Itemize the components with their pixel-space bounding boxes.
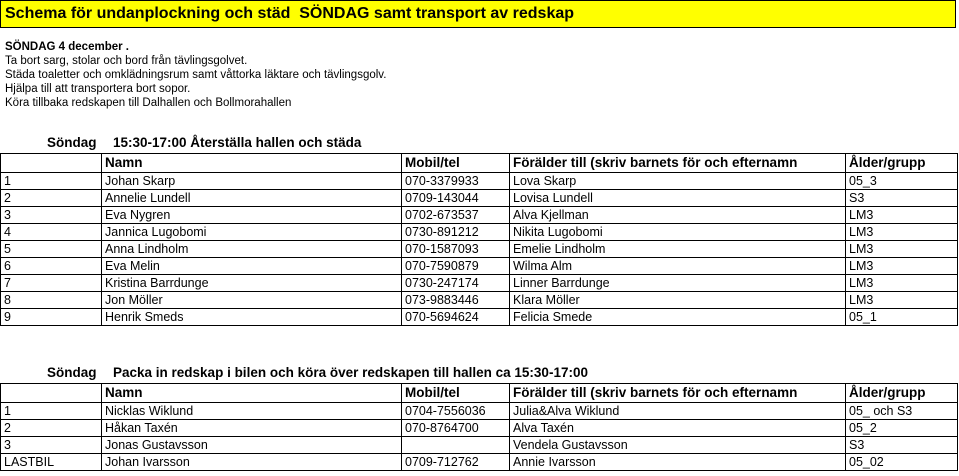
- cell-parent-of: Alva Taxén: [510, 420, 846, 437]
- table-row: [1, 454, 958, 471]
- cell-phone: 0730-891212: [402, 224, 510, 241]
- cell-age-group: LM3: [846, 292, 958, 309]
- cell-name: Johan Ivarsson: [102, 454, 402, 471]
- cell-parent-of: Nikita Lugobomi: [510, 224, 846, 241]
- table-row: [1, 437, 958, 454]
- cell-parent-of: Felicia Smede: [510, 309, 846, 326]
- cell-age-group: LM3: [846, 275, 958, 292]
- intro-line: Hjälpa till att transportera bort sopor.: [5, 83, 191, 95]
- cell-phone: 073-9883446: [402, 292, 510, 309]
- cell-row-number: 1: [1, 403, 102, 420]
- cell-phone: 070-1587093: [402, 241, 510, 258]
- cell-age-group: 05_1: [846, 309, 958, 326]
- cell-phone: 070-5694624: [402, 309, 510, 326]
- table-row: [1, 420, 958, 437]
- cell-row-number: 7: [1, 275, 102, 292]
- column-header-parent-of: Förälder till (skriv barnets för och efternamn: [510, 384, 846, 403]
- cell-phone: 0709-712762: [402, 454, 510, 471]
- cell-parent-of: Klara Möller: [510, 292, 846, 309]
- cell-name: Jannica Lugobomi: [102, 224, 402, 241]
- cell-row-number: 3: [1, 437, 102, 454]
- cell-name: Anna Lindholm: [102, 241, 402, 258]
- column-header-phone: Mobil/tel: [402, 384, 510, 403]
- column-header-row-number: [1, 154, 102, 173]
- cell-phone: 070-8764700: [402, 420, 510, 437]
- cell-name: Jonas Gustavsson: [102, 437, 402, 454]
- intro-line: Städa toaletter och omklädningsrum samt våttorka läktare och tävlingsgolv.: [5, 69, 387, 81]
- cell-row-number: 3: [1, 207, 102, 224]
- cell-row-number: 6: [1, 258, 102, 275]
- cell-phone: [402, 437, 510, 454]
- cell-parent-of: Emelie Lindholm: [510, 241, 846, 258]
- cell-name: Jon Möller: [102, 292, 402, 309]
- table-row: [1, 403, 958, 420]
- cell-age-group: 05_02: [846, 454, 958, 471]
- column-header-name: Namn: [102, 384, 402, 403]
- cell-name: Kristina Barrdunge: [102, 275, 402, 292]
- section2-day: Söndag: [47, 365, 97, 380]
- cell-phone: 0730-247174: [402, 275, 510, 292]
- cell-name: Eva Nygren: [102, 207, 402, 224]
- cell-age-group: S3: [846, 437, 958, 454]
- cell-age-group: LM3: [846, 224, 958, 241]
- cell-name: Nicklas Wiklund: [102, 403, 402, 420]
- cell-parent-of: Wilma Alm: [510, 258, 846, 275]
- cell-parent-of: Linner Barrdunge: [510, 275, 846, 292]
- cell-age-group: LM3: [846, 207, 958, 224]
- cell-age-group: 05_2: [846, 420, 958, 437]
- cell-age-group: LM3: [846, 241, 958, 258]
- section2-table: [0, 383, 958, 471]
- intro-line: Ta bort sarg, stolar och bord från tävlingsgolvet.: [5, 55, 248, 67]
- column-header-row-number: [1, 384, 102, 403]
- section1-day: Söndag: [47, 135, 97, 150]
- cell-name: Johan Skarp: [102, 173, 402, 190]
- table-row: [1, 241, 958, 258]
- cell-age-group: 05_ och S3: [846, 403, 958, 420]
- table-row: [1, 224, 958, 241]
- cell-parent-of: Vendela Gustavsson: [510, 437, 846, 454]
- intro-day-label: SÖNDAG 4 december .: [5, 41, 129, 53]
- intro-line: Köra tillbaka redskapen till Dalhallen och Bollmorahallen: [5, 97, 292, 109]
- column-header-phone: Mobil/tel: [402, 154, 510, 173]
- cell-name: Annelie Lundell: [102, 190, 402, 207]
- table-row: [1, 275, 958, 292]
- section1-table: [0, 153, 958, 326]
- cell-age-group: 05_3: [846, 173, 958, 190]
- column-header-parent-of: Förälder till (skriv barnets för och efternamn: [510, 154, 846, 173]
- cell-parent-of: Alva Kjellman: [510, 207, 846, 224]
- cell-parent-of: Lovisa Lundell: [510, 190, 846, 207]
- cell-parent-of: Lova Skarp: [510, 173, 846, 190]
- table-row: [1, 292, 958, 309]
- cell-name: Henrik Smeds: [102, 309, 402, 326]
- cell-age-group: LM3: [846, 258, 958, 275]
- cell-row-number: 5: [1, 241, 102, 258]
- cell-phone: 0702-673537: [402, 207, 510, 224]
- table-row: [1, 173, 958, 190]
- cell-row-number: 4: [1, 224, 102, 241]
- column-header-age-group: Ålder/grupp: [846, 384, 958, 403]
- cell-phone: 0709-143044: [402, 190, 510, 207]
- section1-heading: [0, 133, 956, 153]
- cell-row-number: 2: [1, 190, 102, 207]
- sheet-title: Schema för undanplockning och städ SÖNDAG samt transport av redskap: [0, 0, 956, 28]
- cell-row-number: LASTBIL: [1, 454, 102, 471]
- table-header-row: [1, 384, 958, 403]
- cell-phone: 070-3379933: [402, 173, 510, 190]
- cell-row-number: 9: [1, 309, 102, 326]
- cell-row-number: 8: [1, 292, 102, 309]
- section2-title: Packa in redskap i bilen och köra över redskapen till hallen ca 15:30-17:00: [113, 365, 588, 380]
- cell-name: Eva Melin: [102, 258, 402, 275]
- cell-row-number: 1: [1, 173, 102, 190]
- cell-age-group: S3: [846, 190, 958, 207]
- cell-row-number: 2: [1, 420, 102, 437]
- table-row: [1, 190, 958, 207]
- column-header-age-group: Ålder/grupp: [846, 154, 958, 173]
- table-row: [1, 309, 958, 326]
- cell-phone: 070-7590879: [402, 258, 510, 275]
- column-header-name: Namn: [102, 154, 402, 173]
- section2-heading: [0, 363, 956, 383]
- cell-parent-of: Julia&Alva Wiklund: [510, 403, 846, 420]
- cell-phone: 0704-7556036: [402, 403, 510, 420]
- intro-block: [5, 40, 386, 110]
- cell-name: Håkan Taxén: [102, 420, 402, 437]
- cell-parent-of: Annie Ivarsson: [510, 454, 846, 471]
- table-header-row: [1, 154, 958, 173]
- table-row: [1, 207, 958, 224]
- table-row: [1, 258, 958, 275]
- section1-title: 15:30-17:00 Återställa hallen och städa: [113, 135, 362, 150]
